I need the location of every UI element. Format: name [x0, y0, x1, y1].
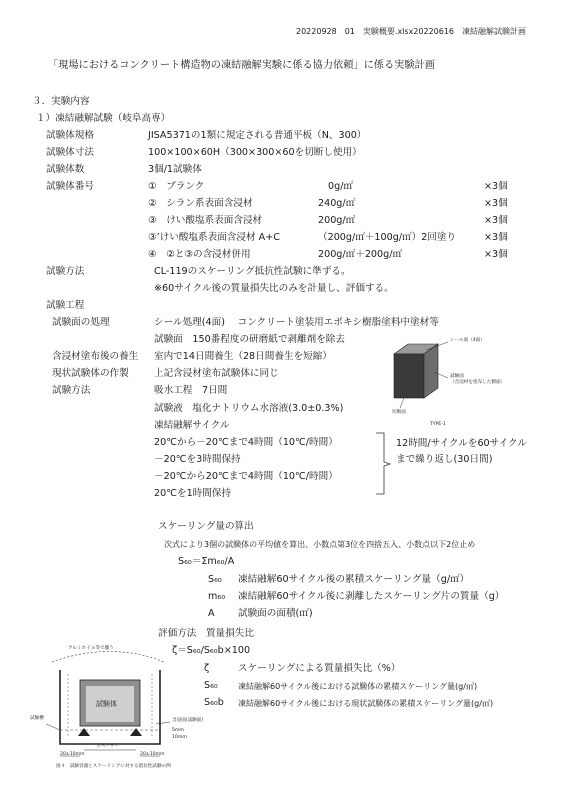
specimen-count: ×3個	[484, 249, 508, 260]
def-symbol: S₆₀	[208, 574, 222, 585]
specimen-name: ② シラン系表面含浸材	[148, 198, 253, 209]
foil-label: アルミホイル等で覆う	[68, 646, 114, 651]
spacer-right	[130, 728, 142, 736]
specimen-name: ④ ②と③の含浸材併用	[148, 249, 251, 260]
dim-left: 20±10mm	[60, 752, 85, 757]
specimen-name: ③ けい酸塩系表面含浸材	[148, 215, 263, 226]
specimen-amount: 200g/㎡＋200g/㎡	[318, 249, 403, 260]
def-text: 凍結融解60サイクル後に剥離したスケーリング片の質量（g）	[238, 591, 505, 602]
curing-label: 含浸材塗布後の養生	[52, 351, 139, 362]
section-heading: ３．実験内容	[32, 96, 90, 107]
figure-top-caption: TYPE-1	[430, 422, 446, 427]
specimen-amount: 240g/㎡	[318, 198, 356, 209]
spec-value-size: 100×100×60H（300×300×60を切断し使用）	[148, 147, 362, 158]
scaling-description: 次式により3個の試験体の平均値を算出、小数点第3位を四捨五入、小数点以下2位止め	[164, 540, 476, 549]
eval-def-symbol: S₆₀	[204, 680, 218, 691]
file-header: 20220928 01 実験概要.xlsx20220616 凍結融解試験計画	[296, 27, 527, 36]
figure-bottom-caption: 図４ 試験容器とスケーリングに対する抵抗性試験の例	[56, 764, 171, 769]
def-text: 凍結融解60サイクル後の累積スケーリング量（g/㎡）	[238, 574, 470, 585]
curing-value: 室内で14日間養生（28日間養生を短縮）	[154, 351, 332, 362]
spec-label-count: 試験体数	[46, 164, 85, 175]
test-method-label: 試験方法	[52, 385, 91, 396]
spacer-left	[78, 728, 90, 736]
specimen-amount: （200g/㎡＋100g/㎡）2回塗り	[318, 232, 457, 243]
cycle-title: 凍結融解サイクル	[154, 420, 230, 431]
method-label: 試験方法	[46, 266, 85, 277]
absorption-step: 吸水工程 7日間	[154, 385, 228, 396]
specimen-count: ×3個	[484, 198, 508, 209]
container-label: 試験槽	[30, 716, 44, 721]
specimen-amount: 0g/㎡	[328, 181, 354, 192]
spec-value-standard: JISA5371の1類に規定される普通平板（N、300）	[148, 130, 367, 141]
dim-10mm: 10mm	[172, 735, 187, 740]
evaluation-formula: ζ＝S₆₀/S₆₀b×100	[172, 645, 251, 656]
field-specimen-label: 現状試験体の作製	[52, 368, 129, 379]
dim-5mm: 5mm	[172, 728, 184, 733]
cycle-note-box	[394, 434, 534, 490]
cycle-line: －20℃から20℃まで4時間（10℃/時間）	[154, 471, 338, 482]
surface-line-2: 試験面 150番程度の研磨紙で剥離剤を除去	[154, 334, 345, 345]
field-specimen-value: 上記含浸材塗布試験体に同じ	[154, 368, 279, 379]
method-line-1: CL-119のスケーリング抵抗性試験に準ずる。	[154, 266, 351, 277]
spec-label-size: 試験体寸法	[46, 147, 94, 158]
evaluation-heading: 評価方法 質量損失比	[158, 628, 254, 639]
process-label: 試験工程	[46, 300, 85, 311]
cut-face-label: 切断面	[392, 410, 406, 415]
test-solution: 試験液 塩化ナトリウム水溶液(3.0±0.3%)	[154, 403, 344, 414]
eval-def-text: 凍結融解60サイクル後における試験体の累積スケーリング量(g/㎡)	[238, 682, 478, 691]
dim-right: 20±10mm	[140, 752, 165, 757]
def-symbol: m₆₀	[208, 591, 226, 602]
scaling-heading: スケーリング量の算出	[158, 521, 254, 532]
def-text: 試験面の面積(㎡)	[238, 608, 313, 619]
method-line-2: ※60サイクル後の質量損失比のみを計量し、評価する。	[154, 283, 394, 294]
eval-def-text: 凍結融解60サイクル後における現状試験体の累積スケーリング量(g/㎡)	[238, 699, 494, 708]
specimen-count: ×3個	[484, 215, 508, 226]
specimen-name: ③’けい酸塩系表面含浸材 A+C	[148, 232, 280, 243]
specimen-count: ×3個	[484, 181, 508, 192]
spec-label-standard: 試験体規格	[46, 130, 94, 141]
test-face-bottom-label: 含浸面(試験面)	[172, 718, 204, 723]
subsection-heading: １）凍結融解試験（岐阜高専）	[36, 113, 171, 124]
scaling-formula: S₆₀＝Σm₆₀/A	[178, 556, 235, 567]
eval-def-text: スケーリングによる質量損失比（%）	[238, 663, 401, 674]
eval-def-symbol: S₆₀b	[204, 697, 224, 708]
test-face-label: 試験面 （含浸材を塗布した側面）	[450, 374, 506, 385]
surface-label: 試験面の処理	[52, 317, 110, 328]
spec-value-count: 3個/1試験体	[148, 164, 202, 175]
page-title: 「現場におけるコンクリート構造物の凍結融解実験に係る協力依頼」に係る実験計画	[48, 60, 435, 71]
spacer-label: スペーサー	[96, 744, 119, 749]
seal-face-label: シール面（4面）	[450, 338, 485, 343]
cycle-note: 12時間/サイクルを60サイクルまで繰り返し(30日間)	[396, 438, 527, 465]
specimen-amount: 200g/㎡	[318, 215, 356, 226]
specimen-count: ×3個	[484, 232, 508, 243]
cycle-line: 20℃を1時間保持	[154, 488, 232, 499]
cycle-line: －20℃を3時間保持	[154, 454, 241, 465]
cycle-line: 20℃から－20℃まで4時間（10℃/時間）	[154, 437, 338, 448]
surface-line-1: シール処理(4面) コンクリート塗装用エポキシ樹脂塗料中塗材等	[154, 317, 439, 328]
cube-front-face	[394, 354, 424, 398]
specimen-name: ① ブランク	[148, 181, 205, 192]
specimen-numbers-label: 試験体番号	[46, 181, 94, 192]
specimen-label: 試験体	[96, 700, 117, 708]
eval-def-symbol: ζ	[204, 663, 210, 674]
def-symbol: A	[208, 608, 215, 619]
